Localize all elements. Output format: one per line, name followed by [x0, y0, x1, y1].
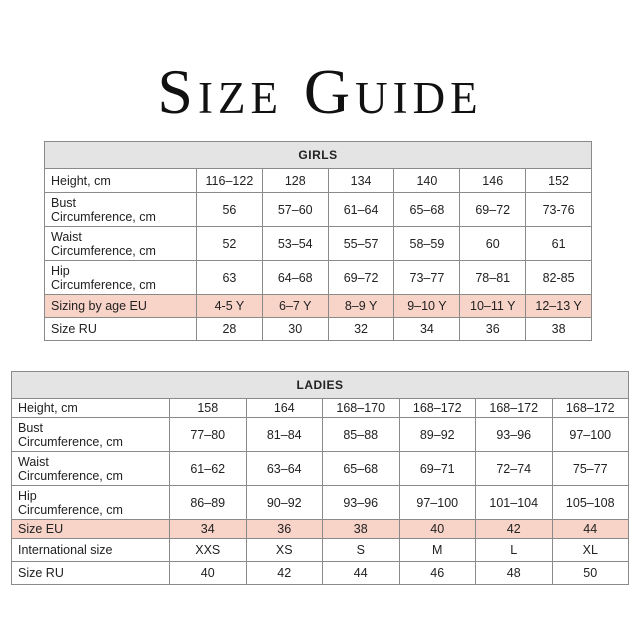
table-cell: 64–68	[262, 261, 328, 295]
row-label-text: Hip	[18, 488, 37, 503]
table-cell: 69–71	[399, 452, 476, 486]
table-row	[45, 295, 592, 318]
row-label-text: Hip	[51, 263, 70, 278]
table-row	[45, 261, 592, 295]
table-cell: 61–64	[328, 193, 394, 227]
table-row	[12, 452, 629, 486]
row-label	[45, 261, 197, 295]
table-cell: 105–108	[552, 486, 629, 520]
table-cell: 61–62	[170, 452, 247, 486]
row-label	[12, 399, 170, 418]
ladies-table-header-row	[12, 372, 629, 399]
table-cell: 72–74	[476, 452, 553, 486]
ladies-size-table	[11, 371, 629, 585]
row-label-text: Waist	[18, 454, 49, 469]
table-cell: 85–88	[323, 418, 400, 452]
table-cell: 97–100	[399, 486, 476, 520]
row-label-text: Bust	[18, 420, 44, 435]
table-cell: 53–54	[262, 227, 328, 261]
table-cell: 158	[170, 399, 247, 418]
row-label	[45, 193, 197, 227]
table-row	[12, 418, 629, 452]
table-cell: XS	[246, 539, 323, 562]
row-label-text: Size RU	[18, 566, 64, 580]
row-label	[45, 169, 197, 193]
table-cell: 44	[552, 520, 629, 539]
table-cell: 73-76	[526, 193, 592, 227]
row-label	[12, 562, 170, 585]
table-cell: 69–72	[328, 261, 394, 295]
table-cell: 168–172	[476, 399, 553, 418]
girls-size-table	[44, 141, 592, 341]
row-label	[12, 539, 170, 562]
row-label	[12, 418, 170, 452]
table-cell: 77–80	[170, 418, 247, 452]
row-label-subtext: Circumference, cm	[51, 209, 156, 224]
ladies-table-title: LADIES	[12, 372, 629, 399]
row-label-subtext: Circumference, cm	[51, 277, 156, 292]
table-cell: 90–92	[246, 486, 323, 520]
row-label-subtext: Circumference, cm	[51, 243, 156, 258]
table-row	[12, 539, 629, 562]
table-cell: 89–92	[399, 418, 476, 452]
table-cell: 93–96	[476, 418, 553, 452]
table-cell: 55–57	[328, 227, 394, 261]
table-cell: 75–77	[552, 452, 629, 486]
table-cell: 44	[323, 562, 400, 585]
table-cell: 60	[460, 227, 526, 261]
table-cell: XL	[552, 539, 629, 562]
row-label	[12, 520, 170, 539]
table-cell: 73–77	[394, 261, 460, 295]
table-cell: XXS	[170, 539, 247, 562]
table-cell: 8–9 Y	[328, 295, 394, 318]
table-cell: 42	[476, 520, 553, 539]
table-cell: 69–72	[460, 193, 526, 227]
table-cell: 63–64	[246, 452, 323, 486]
table-cell: 128	[262, 169, 328, 193]
table-cell: 78–81	[460, 261, 526, 295]
table-cell: 38	[323, 520, 400, 539]
table-cell: 40	[170, 562, 247, 585]
table-cell: 81–84	[246, 418, 323, 452]
girls-table-title: GIRLS	[45, 142, 592, 169]
table-cell: 168–172	[552, 399, 629, 418]
table-cell: 32	[328, 318, 394, 341]
table-cell: 4-5 Y	[197, 295, 263, 318]
table-row	[45, 227, 592, 261]
table-cell: 134	[328, 169, 394, 193]
row-label-text: Bust	[51, 195, 77, 210]
row-label-text: Waist	[51, 229, 82, 244]
table-cell: 152	[526, 169, 592, 193]
page-title: Size Guide	[157, 56, 483, 127]
table-cell: 10–11 Y	[460, 295, 526, 318]
table-cell: 65–68	[394, 193, 460, 227]
table-cell: 82-85	[526, 261, 592, 295]
table-cell: 12–13 Y	[526, 295, 592, 318]
row-label-text: Height, cm	[51, 173, 111, 188]
table-row	[12, 486, 629, 520]
row-label-subtext: Circumference, cm	[18, 434, 123, 449]
table-cell: 40	[399, 520, 476, 539]
table-cell: 28	[197, 318, 263, 341]
table-cell: 30	[262, 318, 328, 341]
table-cell: S	[323, 539, 400, 562]
table-row	[45, 169, 592, 193]
table-row	[45, 193, 592, 227]
table-cell: 34	[394, 318, 460, 341]
table-cell: 34	[170, 520, 247, 539]
table-cell: 61	[526, 227, 592, 261]
row-label	[12, 452, 170, 486]
table-cell: 56	[197, 193, 263, 227]
table-cell: 50	[552, 562, 629, 585]
table-cell: 93–96	[323, 486, 400, 520]
table-cell: 36	[460, 318, 526, 341]
table-row	[45, 318, 592, 341]
table-cell: 38	[526, 318, 592, 341]
row-label-text: Sizing by age EU	[51, 299, 147, 313]
row-label	[45, 295, 197, 318]
table-cell: 63	[197, 261, 263, 295]
table-row	[12, 399, 629, 418]
row-label-text: Height, cm	[18, 401, 78, 415]
table-cell: L	[476, 539, 553, 562]
table-cell: 57–60	[262, 193, 328, 227]
row-label-text: International size	[18, 543, 113, 557]
table-cell: 146	[460, 169, 526, 193]
table-cell: 42	[246, 562, 323, 585]
table-cell: M	[399, 539, 476, 562]
table-cell: 58–59	[394, 227, 460, 261]
table-cell: 48	[476, 562, 553, 585]
table-cell: 6–7 Y	[262, 295, 328, 318]
row-label	[12, 486, 170, 520]
row-label-text: Size RU	[51, 322, 97, 336]
row-label-text: Size EU	[18, 522, 64, 536]
table-cell: 65–68	[323, 452, 400, 486]
row-label-subtext: Circumference, cm	[18, 468, 123, 483]
table-row	[12, 562, 629, 585]
table-cell: 168–170	[323, 399, 400, 418]
table-cell: 46	[399, 562, 476, 585]
table-cell: 9–10 Y	[394, 295, 460, 318]
row-label	[45, 318, 197, 341]
table-cell: 97–100	[552, 418, 629, 452]
table-cell: 86–89	[170, 486, 247, 520]
table-cell: 36	[246, 520, 323, 539]
table-cell: 140	[394, 169, 460, 193]
row-label-subtext: Circumference, cm	[18, 502, 123, 517]
row-label	[45, 227, 197, 261]
table-cell: 168–172	[399, 399, 476, 418]
table-cell: 164	[246, 399, 323, 418]
table-cell: 116–122	[197, 169, 263, 193]
table-cell: 52	[197, 227, 263, 261]
girls-table-header-row	[45, 142, 592, 169]
table-row	[12, 520, 629, 539]
table-cell: 101–104	[476, 486, 553, 520]
